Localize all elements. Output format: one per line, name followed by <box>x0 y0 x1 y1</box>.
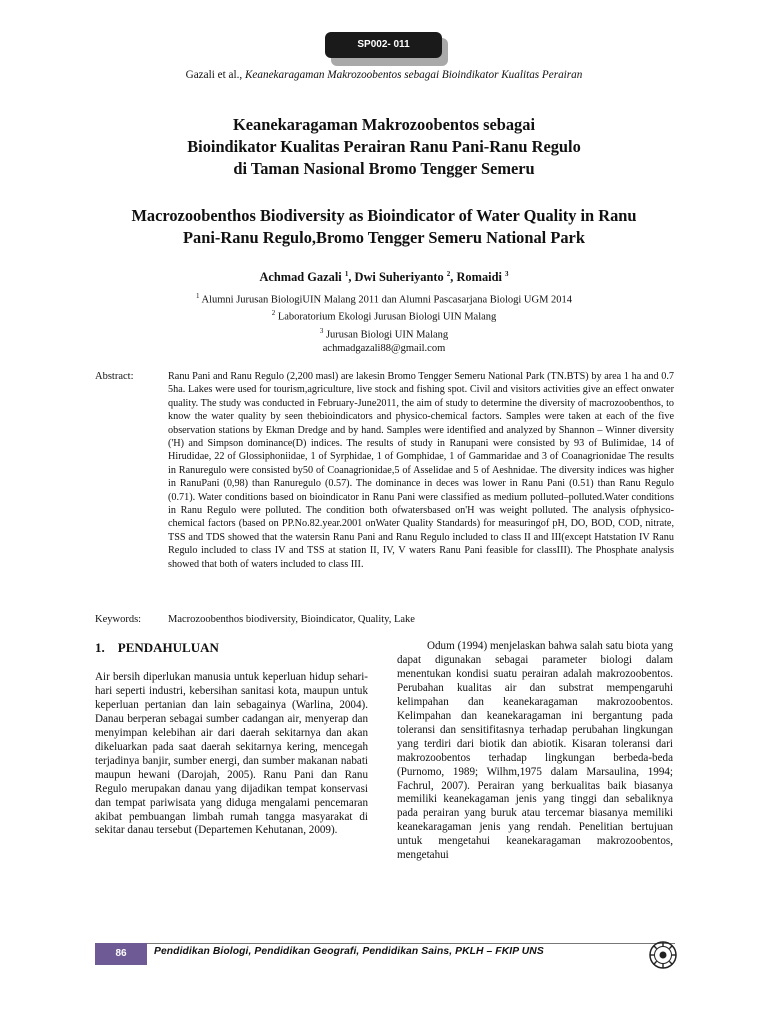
author-separator: , <box>450 270 457 285</box>
affiliations <box>0 290 768 356</box>
affiliation-mark: 2 <box>271 309 276 318</box>
keywords-text: Macrozoobenthos biodiversity, Bioindicator, Quality, Lake <box>168 614 415 625</box>
author-email: achmadgazali88@gmail.com <box>322 342 446 354</box>
section-heading: 1. PENDAHULUAN <box>95 640 219 655</box>
title-id-line: di Taman Nasional Bromo Tengger Semeru <box>233 158 535 178</box>
affiliation-mark: 1 <box>195 292 200 300</box>
running-head <box>0 69 768 81</box>
keywords-label: Keywords: <box>95 614 142 625</box>
author-name: Romaidi <box>456 270 506 285</box>
author-name: Dwi Suheriyanto <box>354 270 447 285</box>
footer-journal-text: Pendidikan Biologi, Pendidikan Geografi, Pendidikan Sains, PKLH – FKIP UNS <box>154 946 544 957</box>
abstract-text: Ranu Pani and Ranu Regulo (2,200 masl) are lakesin Bromo Tengger Semeru National Park (TN.BTS) by area 1 ha and 0.7 5ha. Lakes were used for tourism,agriculture, live stock and fishing spot. Civil and visitors activities give an effect onwater quality. The study was conducted in February-June2011, the aim of study to determine the diversity of macrozoobenthos, to know the water quality by seen thebioindicators and physico-chemical factors. Samples were taken at each of the five observation stations by Ekman Dredge and by hand. Samples were identified and analyzed by Shannon – Winner diversity ('H) and Simpson dominance(D) indices. The results of study in Ranupani were consisted by 93 of Bulimidae, 14 of Hirudidae, 22 of Glossiphoniidae, 1 of Syrphidae, 1 of Gomphidae, 1 of Gammaridae and 3 of Coanagrionidae The results in Ranuregulo were consisted by50 of Coanagrionidae,5 of Asselidae and 5 of Aeshnidae. The diversity indices was higher in RanuPani (0,98) than Ranuregulo (0.57). The dominance in deces was lower in Ranu Pani (0.51) than Ranu Regulo (0.71). Water conditions based on bioindicator in Ranu Pani were classified as medium polluted–polluted.Water conditions in Ranu Regulo were polluted. The condition both ofwatersbased on'H was weight polluted. The analysis ofphysico-chemical factors (based on PP.No.82.year.2001 onWater Quality Standards) for measuringof pH, DO, BOD, COD, nitrate, TSS and TDS showed that the watersin Ranu Pani and Ranu Regulo included to class II and III(except Hatstation IV Ranu Regulo included to class IV and TSS at station II, IV, V waters Ranu Pani feasible for classIII). The Phosphate analysis showed that both of waters included to class III. <box>168 371 674 570</box>
affiliation-mark: 3 <box>319 326 324 335</box>
author-mark: 2 <box>446 270 451 278</box>
page-number: 86 <box>95 943 147 965</box>
affiliation-line <box>0 290 768 307</box>
author-mark: 1 <box>344 270 349 278</box>
running-head-authors: Gazali et al., <box>185 69 245 81</box>
author-mark: 3 <box>505 270 509 278</box>
title-id-line: Bioindikator Kualitas Perairan Ranu Pani-Ranu Regulo <box>187 136 581 156</box>
affiliation-text: Laboratorium Ekologi Jurusan Biologi UIN Malang <box>275 311 497 323</box>
title-id-line: Keanekaragaman Makrozoobentos sebagai <box>232 115 535 134</box>
paragraph: Air bersih diperlukan manusia untuk keperluan hidup sehari-hari seperti industri, kebersihan sanitasi kota, maupun untuk keperluan pertanian dan lain sebagainya (Warlina, 2004). Danau berperan sebagai sumber cadangan air, menyerap dan menyimpan kelebihan air dari daerah sekitarnya dan akan dikeluarkan pada saat daerah sekitarnya kering, mencegah terjadinya banjir, sumber energi, dan sumber makanan nabati maupun hewani (Darojah, 2005). Ranu Pani dan Ranu Regulo merupakan danau yang dijadikan tempat konservasi dan tempat pariwisata yang diduga mengalami pencemaran akibat pembuangan limbah rumah tangga masyarakat di sekitar danau tersebut (Departemen Kehutanan, 2009). <box>95 671 368 837</box>
title-en-line: Pani-Ranu Regulo,Bromo Tengger Semeru National Park <box>183 227 585 247</box>
affiliation-line <box>0 307 768 324</box>
title-indonesian <box>90 114 678 179</box>
author-separator: , <box>348 270 355 285</box>
paper-code-badge: SP002- 011 <box>325 32 442 58</box>
title-en-line: Macrozoobenthos Biodiversity as Bioindicator of Water Quality in Ranu <box>131 206 637 225</box>
body-column-left <box>95 671 368 838</box>
running-head-title: Keanekaragaman Makrozoobentos sebagai Bioindikator Kualitas Perairan <box>244 69 583 81</box>
paragraph: Odum (1994) menjelaskan bahwa salah satu biota yang dapat digunakan sebagai parameter biologi dalam menentukan kondisi suatu perairan adalah makrozoobentos. Perubahan kualitas air dan substrat mempengaruhi kelimpahan dan keanekaragaman makrozoobentos. Kelimpahan dan keanekaragaman ini bergantung pada toleransi dan sensitifitasnya terhadap perubahan lingkungan yang terdiri dari biotik dan abiotik. Kisaran toleransi dari makrozoobentos terhadap lingkungan berbeda-beda (Purnomo, 1989; Wilhm,1975 dalam Marsaulina, 1994; Fachrul, 2007). Perairan yang berkualitas baik biasanya memiliki keanekagaman jenis yang tinggi dan sebaliknya pada perairan yang buruk atau tercemar biasanya memiliki keanekaragaman jenis yang rendah. Penelitian bertujuan untuk mengetahui keanekaragaman makrozoobentos, mengetahui <box>397 640 673 862</box>
affiliation-line <box>0 325 768 342</box>
title-english <box>90 205 678 249</box>
author-list <box>0 270 768 285</box>
affiliation-text: Alumni Jurusan BiologiUIN Malang 2011 dan Alumni Pascasarjana Biologi UGM 2014 <box>199 294 573 306</box>
author-name: Achmad Gazali <box>259 270 345 285</box>
university-seal-icon <box>648 940 678 970</box>
abstract-label: Abstract: <box>95 371 134 382</box>
affiliation-text: Jurusan Biologi UIN Malang <box>323 329 449 341</box>
body-column-right <box>397 640 673 863</box>
footer-divider <box>95 943 675 944</box>
